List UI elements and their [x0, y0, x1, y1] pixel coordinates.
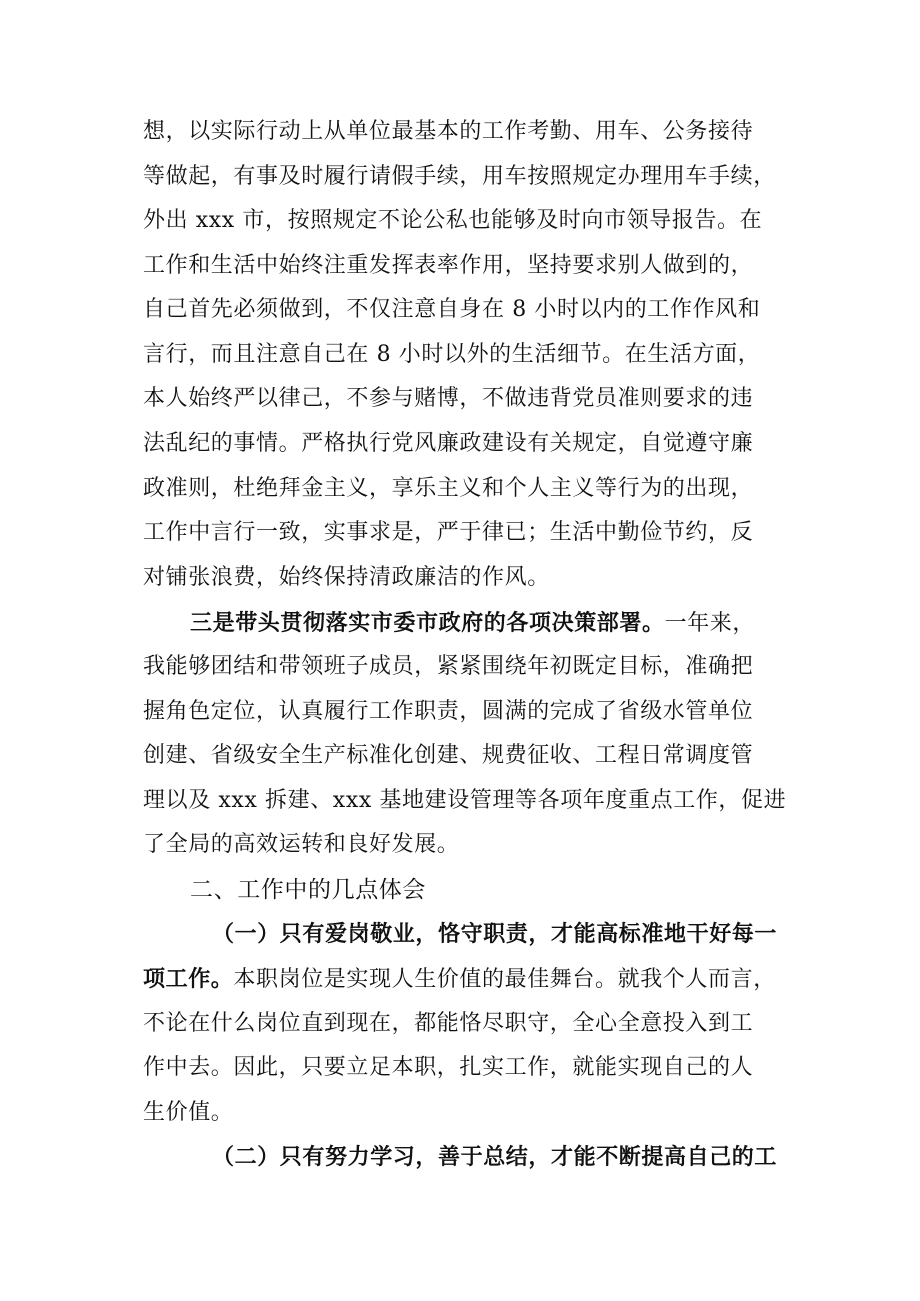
- paragraph-line: [143, 964, 783, 995]
- text-line: 工作和生活中始终注重发挥表率作用，坚持要求别人做到的，: [143, 253, 754, 278]
- subsection-heading: （一）只有爱岗敬业，恪守职责，才能高标准地干好每一: [212, 921, 778, 947]
- bold-lead: 三是带头贯彻落实市委市政府的各项决策部署。: [190, 610, 665, 636]
- text-line: 生价值。: [143, 1100, 234, 1125]
- text-line: 握角色定位，认真履行工作职责，圆满的完成了省级水管单位: [143, 699, 754, 724]
- bold-lead: 项工作。: [143, 966, 234, 992]
- text-line: 我能够团结和带领班子成员，紧紧围绕年初既定目标，准确把: [143, 654, 754, 679]
- text-line: 想，以实际行动上从单位最基本的工作考勤、用车、公务接待: [143, 119, 754, 144]
- text-line: 了全局的高效运转和良好发展。: [143, 832, 460, 857]
- text-line: 自己首先必须做到，不仅注意自身在 8 小时以内的工作作风和: [143, 297, 761, 322]
- section-heading: 二、工作中的几点体会: [190, 877, 426, 903]
- text-run: 本职岗位是实现人生价值的最佳舞台。就我个人而言，: [233, 967, 776, 992]
- text-line: 政准则，杜绝拜金主义，享乐主义和个人主义等行为的出现，: [143, 476, 754, 501]
- text-run: 一年来，: [664, 611, 756, 636]
- text-line: 本人始终严以律己，不参与赌博，不做违背党员准则要求的违: [143, 386, 754, 411]
- text-line: 不论在什么岗位直到现在，都能恪尽职守，全心全意投入到工: [143, 1011, 754, 1036]
- paragraph-first-line: [190, 608, 830, 639]
- text-line: 等做起，有事及时履行请假手续，用车按照规定办理用车手续，: [143, 164, 776, 189]
- text-line: 外出 xxx 市，按照规定不论公私也能够及时向市领导报告。在: [143, 208, 763, 233]
- text-line: 理以及 xxx 拆建、xxx 基地建设管理等各项年度重点工作，促进: [143, 788, 787, 813]
- text-line: 法乱纪的事情。严格执行党风廉政建设有关规定，自觉遵守廉: [143, 431, 754, 456]
- subsection-heading: （二）只有努力学习，善于总结，才能不断提高自己的工: [212, 1144, 778, 1170]
- text-line: 作中去。因此，只要立足本职，扎实工作，就能实现自己的人: [143, 1055, 754, 1080]
- text-line: 言行，而且注意自己在 8 小时以外的生活细节。在生活方面，: [143, 342, 761, 367]
- text-line: 对铺张浪费，始终保持清政廉洁的作风。: [143, 565, 550, 590]
- text-line: 创建、省级安全生产标准化创建、规费征收、工程日常调度管: [143, 743, 754, 768]
- text-line: 工作中言行一致，实事求是，严于律已；生活中勤俭节约，反: [143, 520, 754, 545]
